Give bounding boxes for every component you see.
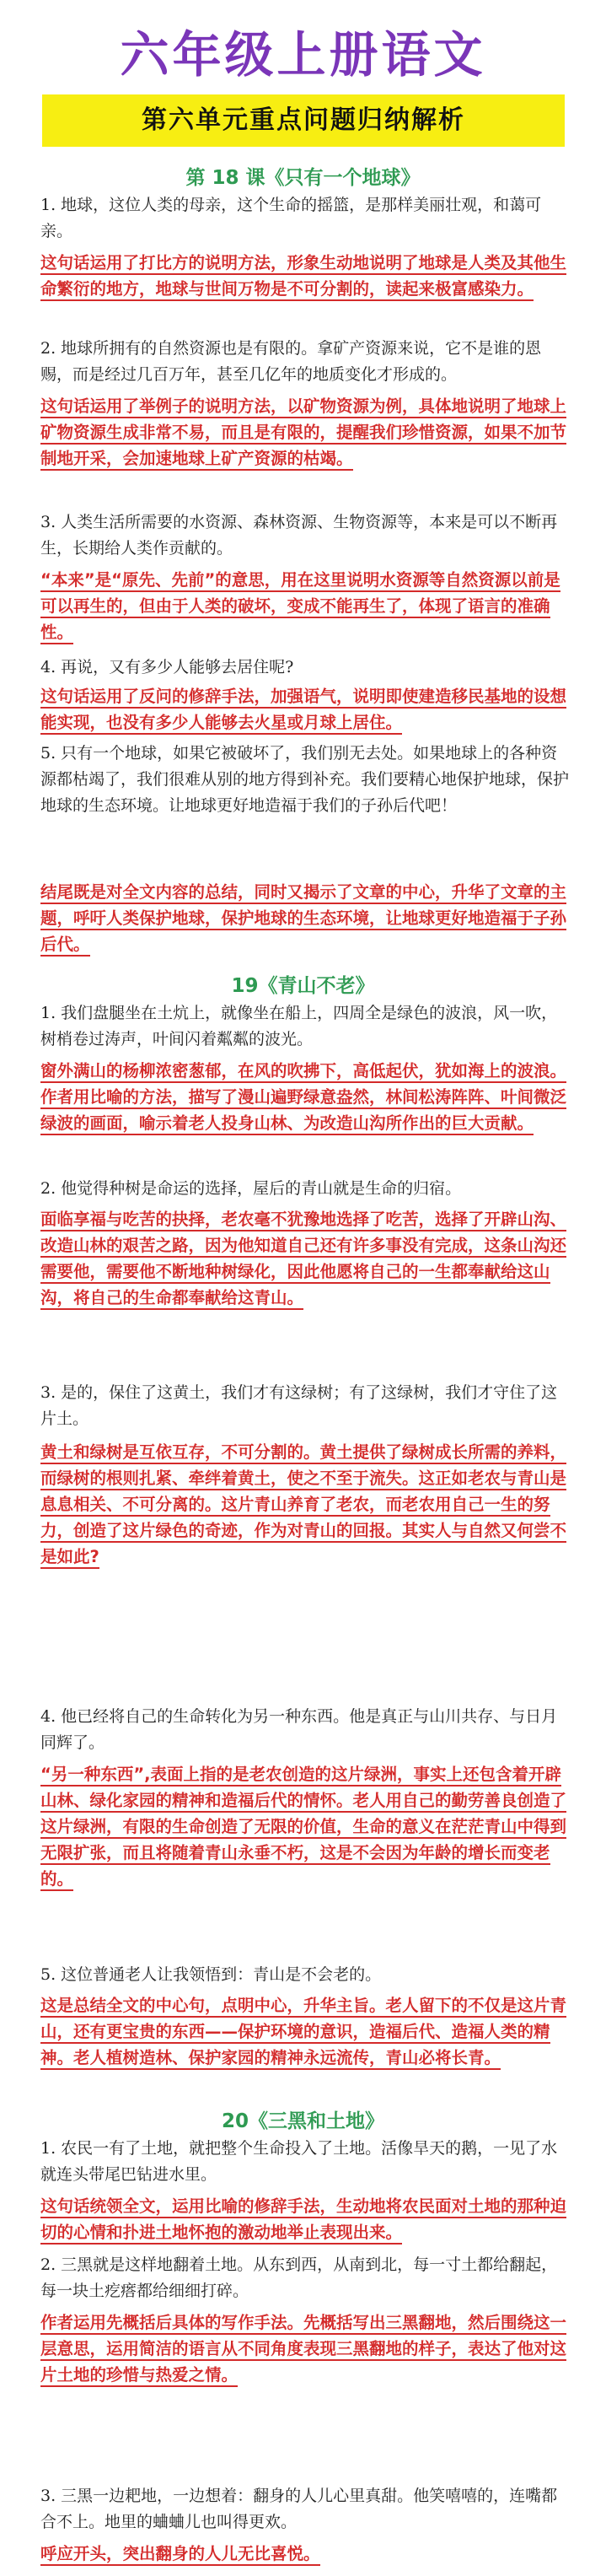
page-title: 六年级上册语文 <box>120 26 486 84</box>
answer-text <box>40 683 571 736</box>
answer-text <box>40 1058 571 1136</box>
answer-text <box>40 567 571 645</box>
answer-text <box>40 879 571 957</box>
question-text: 2. 地球所拥有的自然资源也是有限的。拿矿产资源来说，它不是谁的恩赐，而是经过几百万年，甚至几亿年的地质变化才形成的。 <box>40 339 542 384</box>
answer-underlined: 窗外满山的杨柳浓密葱郁，在风的吹拂下，高低起伏，犹如海上的波浪。作者用比喻的方法，描写了漫山遍野绿意盎然，林间松涛阵阵、叶间微泛绿波的画面，喻示着老人投身山林、为改造山沟所作出的巨大贡献。 <box>40 1061 566 1135</box>
question-text: 1. 农民一有了土地，就把整个生命投入了土地。活像旱天的鹅，一见了水就连头带尾巴钻进水里。 <box>40 2139 558 2184</box>
answer-text <box>40 250 571 302</box>
question-text: 3. 是的，保住了这黄土，我们才有这绿树；有了这绿树，我们才守住了这片土。 <box>40 1383 558 1428</box>
question-text: 3. 三黑一边耙地，一边想着：翻身的人儿心里真甜。他笑嘻嘻的，连嘴都合不上。地里的蛐蛐儿也叫得更欢。 <box>40 2487 558 2531</box>
answer-underlined: 黄土和绿树是互依互存，不可分割的。黄土提供了绿树成长所需的养料，而绿树的根则扎紧、牵绊着黄土，使之不至于流失。这正如老农与青山是息息相关、不可分离的。这片青山养育了老农，而老农用自己一生的努力，创造了这片绿色的奇迹，作为对青山的回报。其实人与自然又何尝不是如此? <box>40 1442 566 1569</box>
answer-underlined: 这是总结全文的中心句，点明中心，升华主旨。老人留下的不仅是这片青山，还有更宝贵的东西——保护环境的意识，造福后代、造福人类的精神。老人植树造林、保护家园的精神永远流传，青山必将长青。 <box>40 1996 566 2070</box>
question-text: 5. 只有一个地球，如果它被破坏了，我们别无去处。如果地球上的各种资源都枯竭了，我们很难从别的地方得到补充。我们要精心地保护地球，保护地球的生态环境。让地球更好地造福于我们的子孙后代吧！ <box>40 744 570 815</box>
question-text: 5. 这位普通老人让我领悟到：青山是不会老的。 <box>40 1965 382 1984</box>
subtitle-banner: 第六单元重点问题归纳解析 <box>42 94 565 147</box>
answer-underlined: 这句话统领全文，运用比喻的修辞手法，生动地将农民面对土地的那种迫切的心情和扑进土地怀抱的激动地举止表现出来。 <box>40 2196 566 2245</box>
answer-underlined: 结尾既是对全文内容的总结，同时又揭示了文章的中心，升华了文章的主题，呼吁人类保护地球，保护地球的生态环境，让地球更好地造福于子孙后代。 <box>40 882 566 957</box>
question-text: 1. 我们盘腿坐在土炕上，就像坐在船上，四周全是绿色的波浪，风一吹，树梢卷过涛声，叶间闪着粼粼的波光。 <box>40 1004 558 1048</box>
answer-text <box>40 2193 571 2245</box>
answer-text <box>40 1761 571 1892</box>
section-heading-18: 第 18 课《只有一个地球》 <box>185 167 421 189</box>
answer-text <box>40 2309 571 2388</box>
answer-text <box>40 393 571 472</box>
answer-underlined: 面临享福与吃苦的抉择，老农毫不犹豫地选择了吃苦，选择了开辟山沟、改造山林的艰苦之路，因为他知道自己还有许多事没有完成，这条山沟还需要他，需要他不断地种树绿化，因此他愿将自己的一生都奉献给这山沟，将自己的生命都奉献给这青山。 <box>40 1210 566 1310</box>
question-text: 2. 三黑就是这样地翻着土地。从东到西，从南到北，每一寸土都给翻起，每一块土疙瘩都给细细打碎。 <box>40 2255 558 2300</box>
answer-underlined: 作者运用先概括后具体的写作手法。先概括写出三黑翻地，然后围绕这一层意思，运用简洁的语言从不同角度表现三黑翻地的样子，表达了他对这片土地的珍惜与热爱之情。 <box>40 2313 566 2387</box>
question-text: 3. 人类生活所需要的水资源、森林资源、生物资源等，本来是可以不断再生，长期给人类作贡献的。 <box>40 513 558 558</box>
answer-text <box>40 1206 571 1311</box>
answer-text <box>40 1992 571 2071</box>
answer-underlined: 这句话运用了打比方的说明方法，形象生动地说明了地球是人类及其他生命繁衍的地方，地球与世间万物是不可分割的，读起来极富感染力。 <box>40 253 566 301</box>
question-text: 4. 他已经将自己的生命转化为另一种东西。他是真正与山川共存、与日月同辉了。 <box>40 1707 558 1752</box>
answer-underlined: 呼应开头，突出翻身的人儿无比喜悦。 <box>40 2544 320 2566</box>
answer-text <box>40 1439 571 1570</box>
question-text: 2. 他觉得种树是命运的选择，屋后的青山就是生命的归宿。 <box>40 1179 462 1198</box>
answer-underlined: “另一种东西”,表面上指的是老农创造的这片绿洲，事实上还包含着开辟山林、绿化家园的精神和造福后代的情怀。老人用自己的勤劳善良创造了这片绿洲，有限的生命创造了无限的价值，生命的意义在茫茫青山中得到无限扩张，而且将随着青山永垂不朽，这是不会因为年龄的增长而变老的。 <box>40 1765 566 1891</box>
answer-text <box>40 2541 571 2567</box>
question-text: 1. 地球，这位人类的母亲，这个生命的摇篮，是那样美丽壮观，和蔼可亲。 <box>40 196 542 240</box>
answer-underlined: 这句话运用了举例子的说明方法，以矿物资源为例，具体地说明了地球上矿物资源生成非常不易，而且是有限的，提醒我们珍惜资源，如果不加节制地开采，会加速地球上矿产资源的枯竭。 <box>40 396 566 471</box>
question-text: 4. 再说，又有多少人能够去居住呢? <box>40 658 294 676</box>
section-heading-20: 20《三黑和土地》 <box>221 2110 384 2132</box>
section-heading-19: 19《青山不老》 <box>231 975 375 997</box>
answer-underlined: 这句话运用了反问的修辞手法，加强语气，说明即使建造移民基地的设想能实现，也没有多少人能够去火星或月球上居住。 <box>40 687 566 735</box>
answer-underlined: “本来”是“原先、先前”的意思，用在这里说明水资源等自然资源以前是可以再生的，但由于人类的破坏，变成不能再生了，体现了语言的准确性。 <box>40 570 560 644</box>
